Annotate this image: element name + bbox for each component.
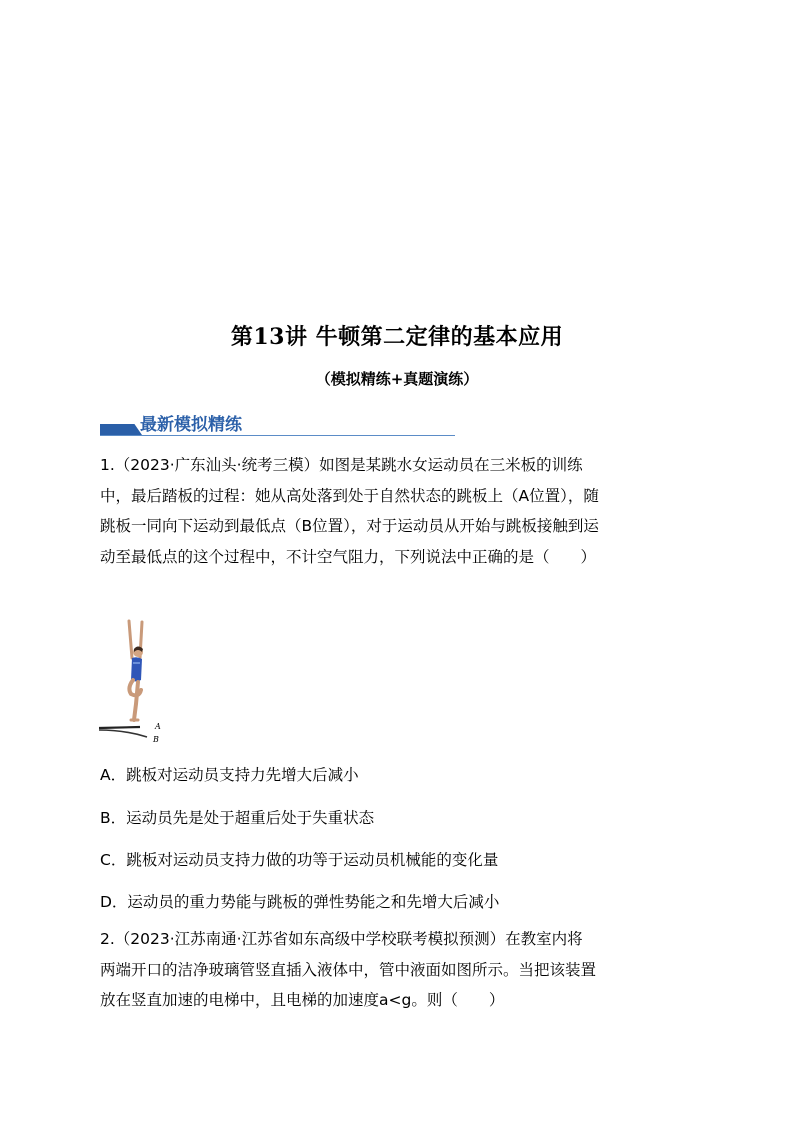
section-header <box>100 412 455 436</box>
question-1-line: 动至最低点的这个过程中，不计空气阻力，下列说法中正确的是（ ） <box>100 547 597 566</box>
question-1-line: 中，最后踏板的过程：她从高处落到处于自然状态的跳板上（A位置），随 <box>100 486 599 505</box>
question-1-line: 1.（2023·广东汕头·统考三模）如图是某跳水女运动员在三米板的训练 <box>100 456 583 474</box>
question-1-line: 跳板一同向下运动到最低点（B位置），对于运动员从开始与跳板接触到运 <box>100 517 599 535</box>
figure-label-a: A <box>155 722 161 731</box>
page-subtitle: （模拟精练+真题演练） <box>315 370 479 388</box>
section-label: 最新模拟精练 <box>140 415 242 435</box>
question-2-line: 放在竖直加速的电梯中，且电梯的加速度a<g。则（ ） <box>100 991 505 1009</box>
question-2-stem <box>100 924 700 1016</box>
question-2-line: 两端开口的洁净玻璃管竖直插入液体中，管中液面如图所示。当把该装置 <box>100 960 597 979</box>
section-tab-marker <box>100 424 142 435</box>
figure-label-b: B <box>153 735 159 744</box>
question-1-stem <box>100 450 700 572</box>
option-b: B．运动员先是处于超重后处于失重状态 <box>100 809 375 827</box>
option-d: D．运动员的重力势能与跳板的弹性势能之和先增大后减小 <box>100 893 500 911</box>
question-2-line: 2.（2023·江苏南通·江苏省如东高级中学校联考模拟预测）在教室内将 <box>100 930 583 948</box>
page-title: 第13讲 牛顿第二定律的基本应用 <box>230 324 564 350</box>
diver-figure <box>95 618 170 748</box>
section-rule <box>100 435 455 436</box>
option-c: C．跳板对运动员支持力做的功等于运动员机械能的变化量 <box>100 851 499 869</box>
option-a: A．跳板对运动员支持力先增大后减小 <box>100 766 359 784</box>
